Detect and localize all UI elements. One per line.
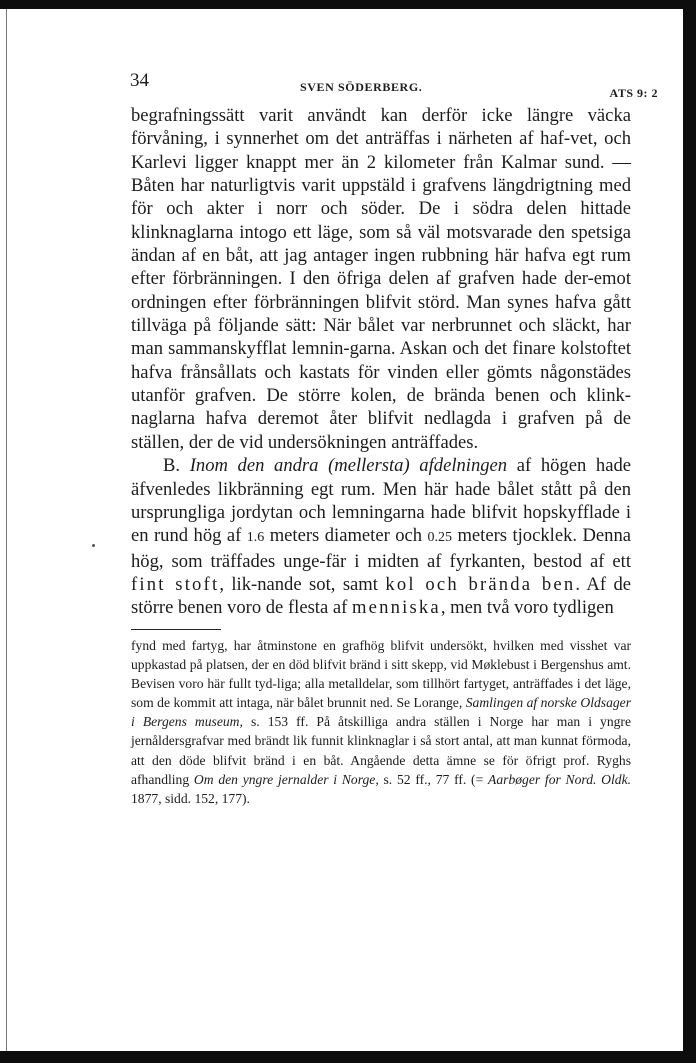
paragraph-b-text: meters diameter och [269,525,423,547]
spaced-term: fint stoft [131,573,220,595]
footnote-text-part: 1877, sidd. 152, 177). [131,790,250,806]
paragraph-a: begrafningssätt varit användt kan derför icke längre väcka förvåning, i synnerhet om det anträffas i närheten af haf-vet, och Karlevi ligger knappt mer än 2 kilometer från Kalmar sund. — Båten har naturligtvis varit uppstäld i grafvens längdrigtning med för och akter i norr och söder. De i södra delen hittade klinknaglarna intogo ett läge, som så väl motsvarade den spetsiga ändan af en båt, att jag antager ingen rubbning här hafva egt rum efter förbränningen. I den öfriga delen af grafven hade der-emot ordningen efter förbränningen blifvit störd. Man synes hafva gått tillväga på följande sätt: När bålet var nerbrunnet och släckt, har man sammanskyfflat lemnin-garna. Askan och det finare kolstoftet hafva frånsållats och kastats för vinden eller gömts någonstädes utanför grafven. De större kolen, de brända benen och klink-naglarna hafva deremot åter blifvit nedlagda i grafven på de ställen, der de vid undersökningen anträffades. [131,105,631,453]
citation-title: Om den yngre jernalder i Norge, [193,771,379,787]
scan-edge-right [683,0,696,1063]
footnote-text-part: s. 153 ff. På åtskilliga andra ställen i Norge har man i yngre jernåldersgrafvar med brändt lik funnit klinknaglar i så stort antal, att man kunnat förmoda, att den döde blifvit bränd i en båt. Angående detta ämne se för öfrigt prof. Ryghs afhandling [131,714,631,787]
paragraph-b-text: . Af de större benen voro de flesta af [131,573,632,619]
paragraph-b-text: , men två voro tydligen [440,597,614,619]
running-head [118,60,658,104]
page-number: 34 [130,70,149,91]
book-page [118,60,658,808]
section-label: B. [163,455,181,477]
running-title: SVEN SÖDERBERG. [300,80,423,94]
footnote-text-part: s. 52 ff., 77 ff. (= [383,771,484,787]
footnote-text [131,636,631,808]
spaced-term: menniska [351,597,441,619]
ink-speck [92,544,95,547]
section-heading: Inom den andra (mellersta) afdelningen [189,455,508,477]
paragraph-b [131,454,631,619]
main-text [131,104,631,620]
thickness-value: 0.25 [427,530,453,546]
scan-edge-bottom [0,1051,696,1063]
scan-edge-top [0,0,696,9]
paragraph-b-text: meters tjocklek. Denna hög, som träffades unge-fär i midten af fyrkanten, bestod af ett [131,525,631,572]
paragraph-b-text: , lik-nande sot, samt [219,573,378,595]
scan-edge-left [6,9,7,1051]
paragraph-b-text: af högen hade äfvenledes likbränning egt rum. Men här hade bålet stått på den ursprungliga jordytan och lemningarna hade blifvit hopskyfflade i en rund hög af [131,455,632,547]
footnote-text-part: fynd med fartyg, har åtminstone en grafhög blifvit undersökt, hvilken med visshet var uppkastad på platsen, der en död blifvit bränd i sitt skepp, vid Møklebust i Bergenshus amt. Bevisen voro här fullt tyd-liga; alla metalldelar, som tillhört fartyget, anträffades i det läge, som de kommit att intaga, när bålet brunnit ned. Se Lorange, [131,637,631,711]
citation-title: Samlingen af norske Oldsager i Bergens museum, [131,695,632,730]
footnote-rule [131,629,221,630]
series-reference: ATS 9: 2 [609,86,658,100]
footnote [131,636,631,808]
spaced-term: kol och brända ben [385,573,576,595]
citation-title: Aarbøger for Nord. Oldk. [488,771,631,787]
diameter-value: 1.6 [246,530,265,546]
